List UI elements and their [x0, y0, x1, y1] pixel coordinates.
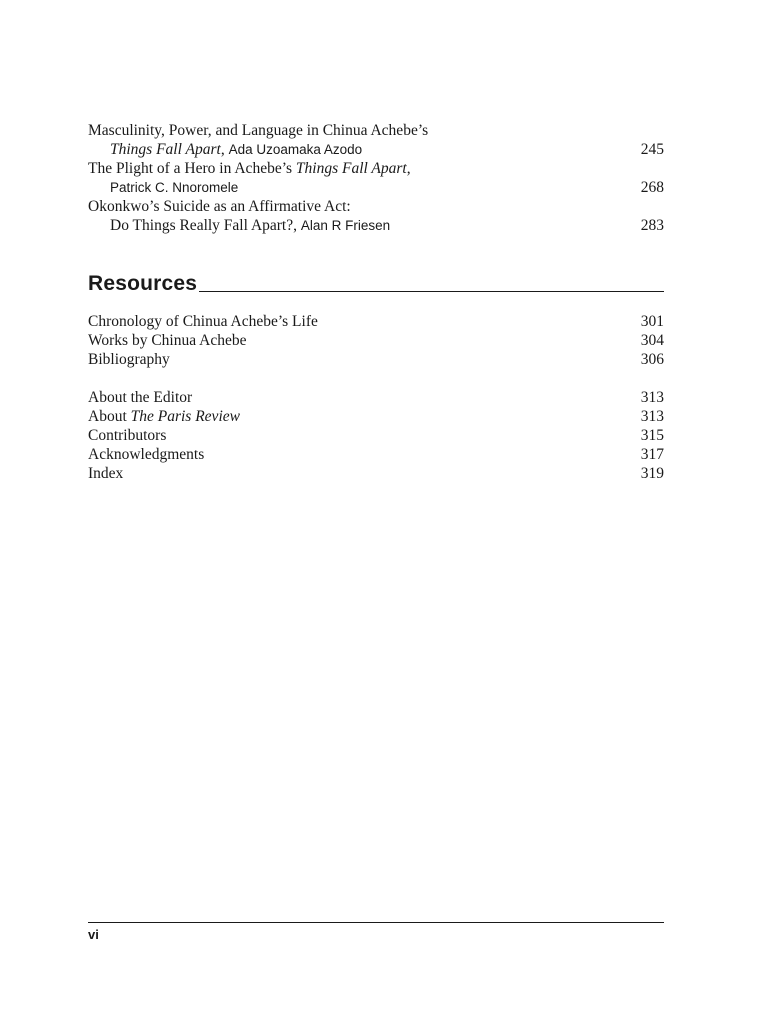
toc-resources	[88, 312, 664, 483]
page-folio: vi	[88, 927, 99, 942]
entry-title: Acknowledgments	[88, 446, 205, 463]
section-rule	[199, 291, 664, 292]
entry-title-italic: Things Fall Apart	[295, 160, 407, 177]
entry-page-number: 313	[640, 408, 664, 425]
toc-line	[88, 445, 664, 464]
spacer	[88, 369, 664, 388]
entry-title: The Plight of a Hero in Achebe’s	[88, 160, 296, 177]
entry-title: Masculinity, Power, and Language in Chinua Achebe’s	[88, 122, 429, 139]
entry-punct: ,	[406, 160, 411, 177]
toc-line	[88, 216, 664, 235]
entry-page-number: 319	[640, 465, 664, 482]
entry-author: Alan R Friesen	[300, 218, 391, 233]
toc-line	[88, 350, 664, 369]
entry-title: Chronology of Chinua Achebe’s Life	[88, 313, 318, 330]
toc-essays	[88, 121, 664, 235]
entry-author: Ada Uzoamaka Azodo	[228, 142, 363, 157]
toc-line	[88, 388, 664, 407]
toc-line	[88, 197, 664, 216]
entry-page-number: 268	[640, 179, 664, 196]
toc-line	[88, 312, 664, 331]
entry-page-number: 283	[640, 217, 664, 234]
entry-title: About the Editor	[88, 389, 193, 406]
entry-page-number: 315	[640, 427, 664, 444]
footer-rule	[88, 922, 664, 923]
toc-line	[88, 331, 664, 350]
toc-line	[88, 121, 664, 140]
entry-page-number: 313	[640, 389, 664, 406]
entry-page-number: 306	[640, 351, 664, 368]
toc-line	[88, 159, 664, 178]
toc-line	[88, 464, 664, 483]
toc-line	[88, 140, 664, 159]
entry-title: Contributors	[88, 427, 167, 444]
toc-line	[88, 426, 664, 445]
section-heading	[88, 266, 664, 296]
entry-title: Bibliography	[88, 351, 170, 368]
entry-title: Works by Chinua Achebe	[88, 332, 247, 349]
entry-title-italic: The Paris Review	[130, 408, 240, 425]
entry-title-italic: Things Fall Apart	[110, 141, 221, 158]
entry-title: Okonkwo’s Suicide as an Affirmative Act:	[88, 198, 351, 215]
entry-page-number: 245	[640, 141, 664, 158]
entry-title: About	[88, 408, 131, 425]
entry-author: Patrick C. Nnoromele	[110, 180, 239, 195]
entry-page-number: 317	[640, 446, 664, 463]
entry-punct: ,	[220, 141, 229, 158]
toc-line	[88, 178, 664, 197]
toc-line	[88, 407, 664, 426]
entry-title: Do Things Really Fall Apart?,	[110, 217, 301, 234]
section-title: Resources	[88, 272, 198, 295]
entry-title: Index	[88, 465, 124, 482]
entry-page-number: 301	[640, 313, 664, 330]
entry-page-number: 304	[640, 332, 664, 349]
